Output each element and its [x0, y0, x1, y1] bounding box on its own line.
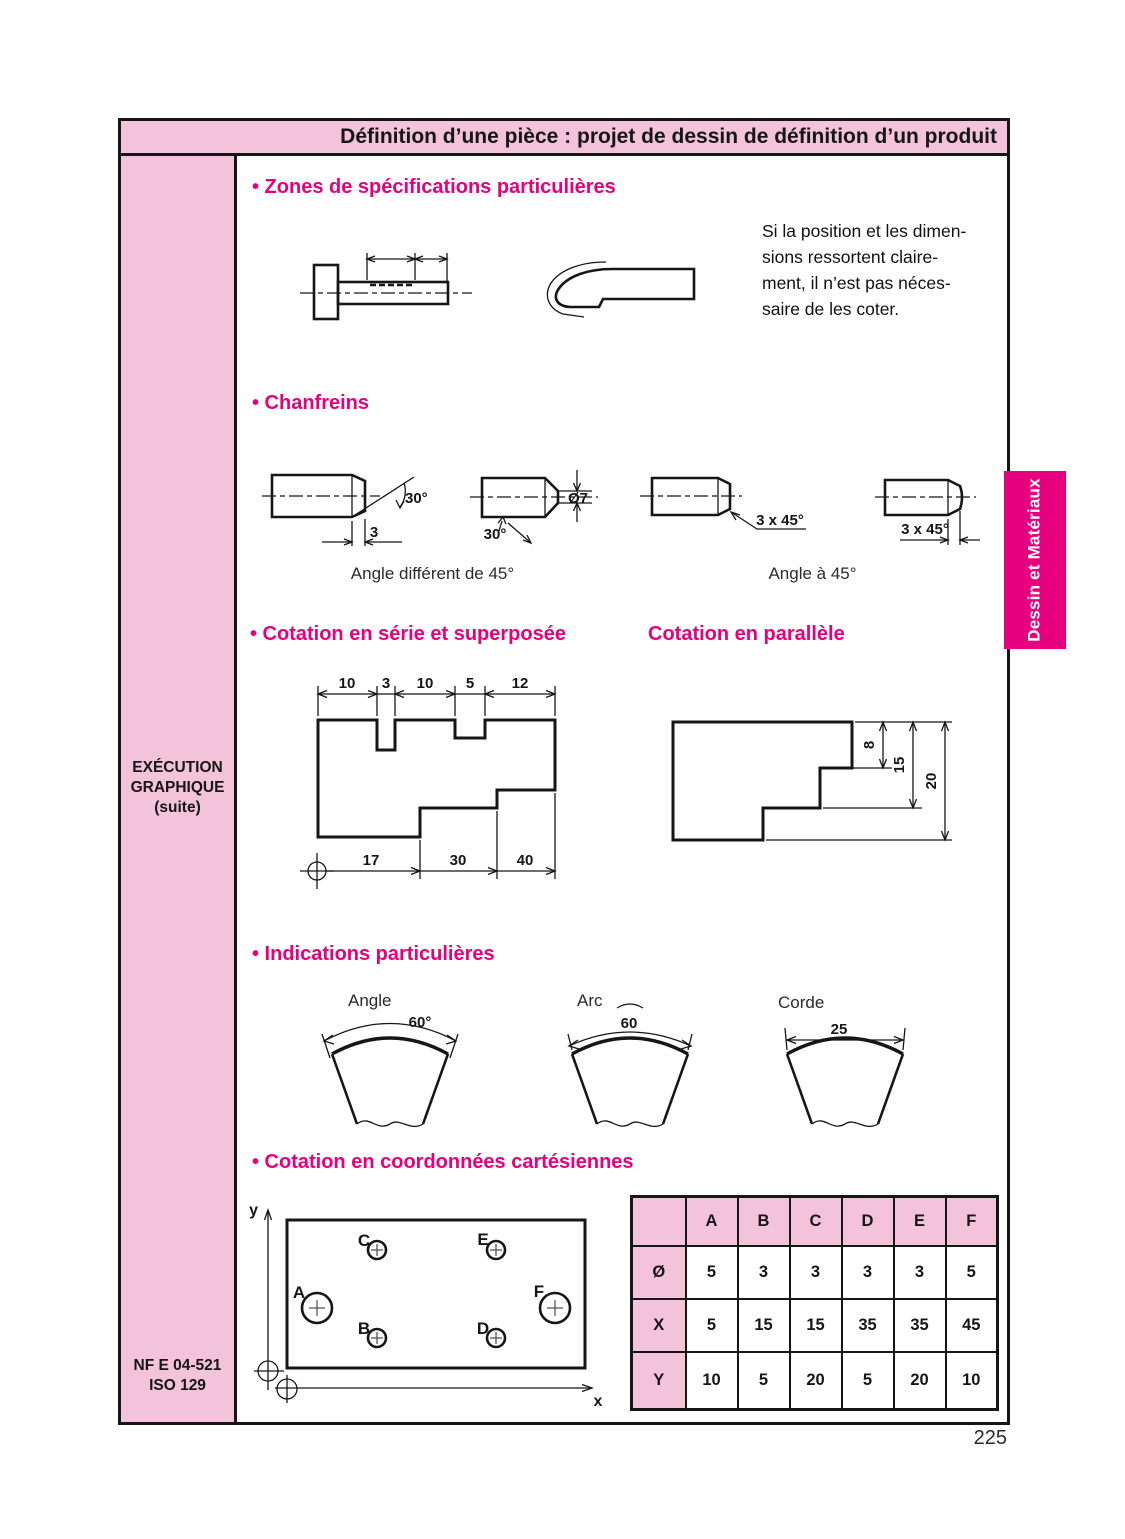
dim-label: Ø7 — [568, 490, 589, 507]
hole-label: D — [476, 1319, 490, 1338]
zones-note — [762, 218, 1002, 322]
note-line: saire de les coter. — [762, 299, 900, 319]
dim-label: 30° — [405, 490, 428, 507]
table-cell: 35 — [894, 1299, 946, 1352]
table-cell: 15 — [790, 1299, 842, 1352]
zones-technical-drawings — [290, 248, 710, 328]
table-cell: 3 — [894, 1246, 946, 1299]
row-header: X — [632, 1299, 686, 1352]
row-header: Ø — [632, 1246, 686, 1299]
arc-sector-drawing — [568, 1004, 692, 1126]
sidebar-line: (suite) — [154, 799, 201, 816]
row-header: Y — [632, 1352, 686, 1410]
serie-top-dimensions — [318, 675, 555, 716]
x-axis-label: x — [593, 1393, 603, 1410]
y-axis-label: y — [249, 1202, 258, 1219]
page-title: Définition d’une pièce : projet de dessin de définition d’un produit — [340, 125, 997, 148]
table-row — [632, 1352, 998, 1410]
dim-label: 60° — [408, 1014, 432, 1031]
arc-over-symbol — [617, 1004, 643, 1008]
sidebar-section-title — [121, 758, 234, 818]
column-header: F — [946, 1197, 998, 1246]
angle-sector-drawing — [322, 1014, 458, 1126]
parallele-drawing — [655, 710, 965, 855]
table-cell: 45 — [946, 1299, 998, 1352]
hole-label: C — [357, 1231, 371, 1250]
table-cell: 3 — [790, 1246, 842, 1299]
table-cell: 20 — [894, 1352, 946, 1410]
label-corde: Corde — [778, 993, 825, 1012]
note-line: ment, il n’est pas néces- — [762, 273, 951, 293]
dim-label: 5 — [465, 675, 475, 692]
heading-chanfreins: • Chanfreins — [252, 392, 370, 414]
heading-indications: • Indications particulières — [252, 943, 495, 965]
column-header: E — [894, 1197, 946, 1246]
left-sidebar — [121, 156, 237, 1422]
dim-label: 25 — [830, 1021, 848, 1038]
chapter-tab — [1004, 471, 1066, 649]
standard-ref: NF E 04-521 — [133, 1357, 222, 1374]
table-cell: 5 — [686, 1299, 738, 1352]
table-cell: 15 — [738, 1299, 790, 1352]
sidebar-standards — [121, 1356, 234, 1396]
hole-label: A — [292, 1283, 306, 1302]
table-cell: 5 — [946, 1246, 998, 1299]
sidebar-line: GRAPHIQUE — [130, 779, 225, 796]
dim-label: 3 x 45° — [756, 512, 804, 529]
dim-label: 8 — [861, 740, 878, 750]
coordinates-table — [630, 1195, 999, 1411]
bolt-drawing — [300, 253, 472, 319]
cartesian-coordinates-drawing — [245, 1197, 620, 1412]
note-line: Si la position et les dimen- — [762, 221, 967, 241]
dim-label: 60 — [620, 1015, 638, 1032]
table-cell: 5 — [842, 1352, 894, 1410]
page-title-bar — [121, 121, 1007, 156]
sidebar-line: EXÉCUTION — [132, 759, 223, 776]
table-cell: 20 — [790, 1352, 842, 1410]
chamfer-45deg-leader-drawing — [640, 478, 806, 529]
corde-sector-drawing — [785, 1021, 905, 1126]
table-row — [632, 1299, 998, 1352]
heading-cotation-serie: • Cotation en série et superposée — [250, 623, 566, 645]
column-header: C — [790, 1197, 842, 1246]
bent-part-drawing — [547, 262, 694, 317]
table-row — [632, 1246, 998, 1299]
table-cell: 5 — [738, 1352, 790, 1410]
page-number: 225 — [973, 1427, 1007, 1449]
chapter-tab-label: Dessin et Matériaux — [1025, 478, 1045, 642]
serie-superposee-drawing — [250, 670, 580, 895]
label-angle: Angle — [348, 991, 392, 1010]
chamfer-30deg-drawing — [262, 475, 428, 546]
standard-ref: ISO 129 — [149, 1377, 206, 1394]
heading-zones: • Zones de spécifications particulières — [252, 176, 616, 198]
column-header: D — [842, 1197, 894, 1246]
column-header: A — [686, 1197, 738, 1246]
dim-label: 30 — [449, 852, 467, 869]
hole-label: F — [533, 1282, 545, 1301]
dim-label: 3 x 45° — [901, 521, 949, 538]
caption-angle-not-45: Angle différent de 45° — [350, 564, 515, 583]
table-cell: 10 — [946, 1352, 998, 1410]
chanfreins-drawings — [255, 458, 995, 558]
hole-label: B — [357, 1319, 371, 1338]
dim-label: 3 — [369, 524, 379, 541]
dim-label: 3 — [381, 675, 391, 692]
dim-label: 30° — [483, 526, 507, 543]
column-header: B — [738, 1197, 790, 1246]
dim-label: 40 — [516, 852, 534, 869]
label-arc: Arc — [577, 991, 603, 1010]
table-cell: 5 — [686, 1246, 738, 1299]
table-corner-cell — [632, 1197, 686, 1246]
hole-label: E — [477, 1230, 489, 1249]
dim-label: 12 — [511, 675, 529, 692]
dim-label: 10 — [416, 675, 434, 692]
dim-label: 15 — [891, 756, 908, 774]
cone-point-drawing — [470, 470, 598, 543]
dim-label: 10 — [338, 675, 356, 692]
note-line: sions ressortent claire- — [762, 247, 939, 267]
chamfer-45deg-dim-drawing — [875, 480, 980, 545]
table-cell: 3 — [842, 1246, 894, 1299]
heading-cotation-parallele: Cotation en parallèle — [648, 623, 845, 645]
caption-angle-45: Angle à 45° — [768, 564, 857, 583]
table-cell: 10 — [686, 1352, 738, 1410]
dim-label: 20 — [923, 772, 940, 790]
indications-drawings — [310, 995, 920, 1135]
table-cell: 35 — [842, 1299, 894, 1352]
heading-cartesiennes: • Cotation en coordonnées cartésiennes — [252, 1151, 634, 1173]
table-cell: 3 — [738, 1246, 790, 1299]
dim-label: 17 — [362, 852, 380, 869]
table-header-row — [632, 1197, 998, 1246]
